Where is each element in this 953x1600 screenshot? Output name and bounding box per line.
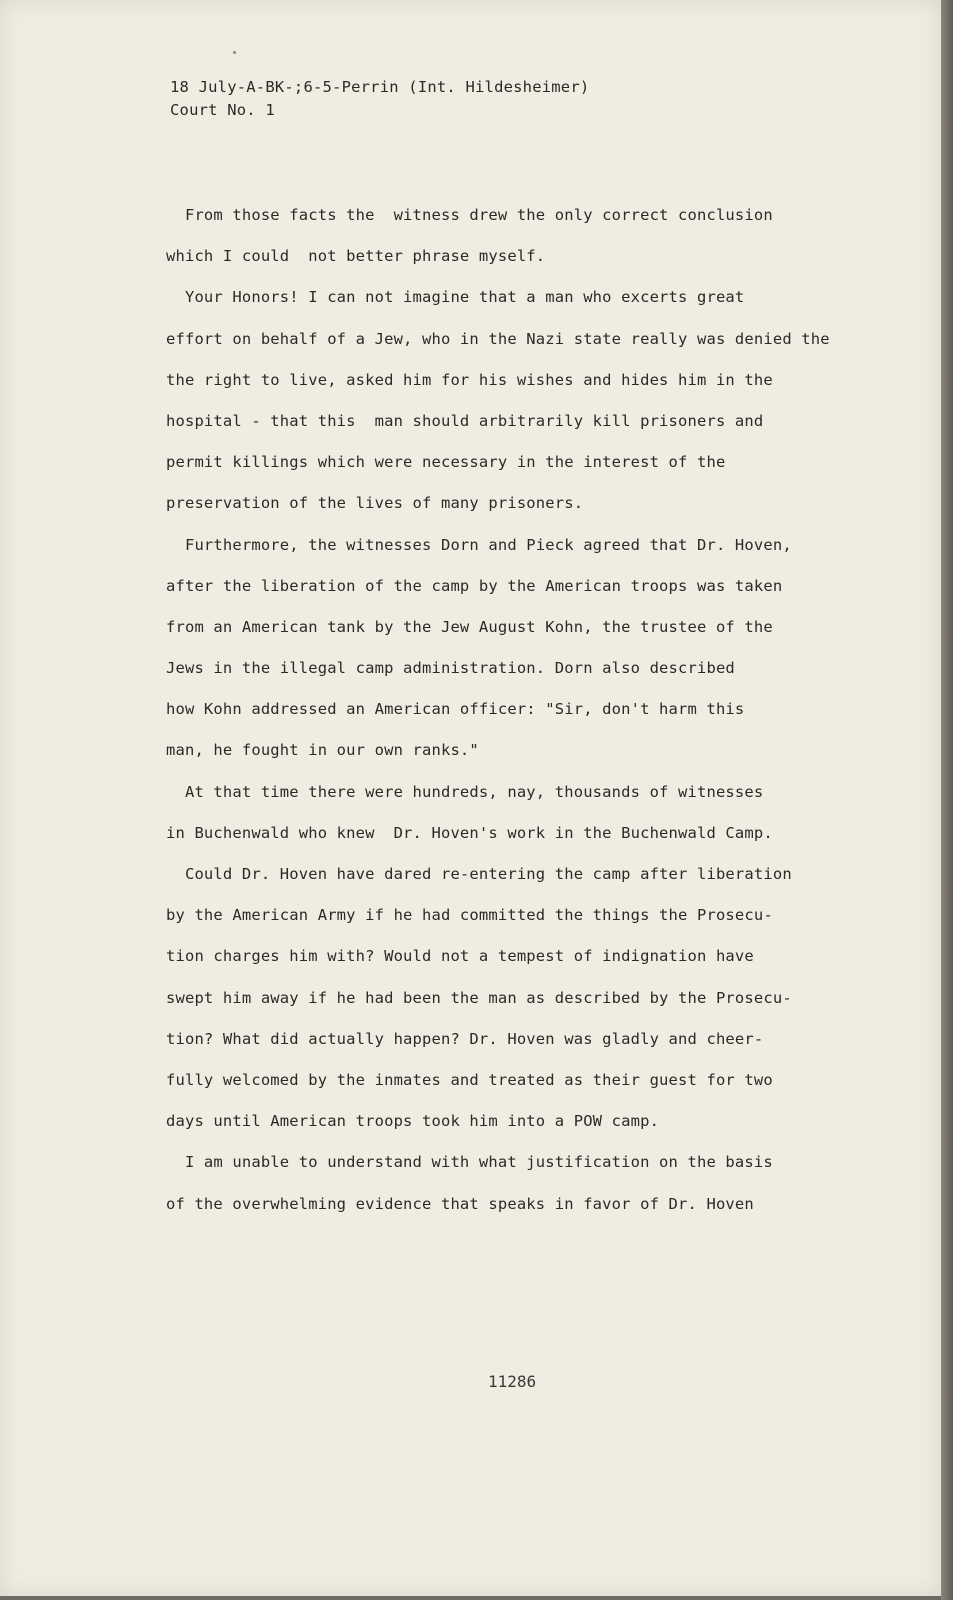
text-line: I am unable to understand with what justification on the basis [166, 1153, 773, 1172]
text-line: Jews in the illegal camp administration. Dorn also described [166, 659, 735, 678]
text-line: effort on behalf of a Jew, who in the Nazi state really was denied the [166, 329, 830, 348]
text-line: of the overwhelming evidence that speaks in favor of Dr. Hoven [166, 1194, 754, 1213]
text-line: tion? What did actually happen? Dr. Hoven was gladly and cheer- [166, 1029, 764, 1048]
page-number: 11286 [488, 1372, 537, 1391]
text-line: tion charges him with? Would not a tempest of indignation have [166, 947, 754, 966]
text-line: Furthermore, the witnesses Dorn and Pieck agreed that Dr. Hoven, [166, 535, 792, 554]
text-line: swept him away if he had been the man as described by the Prosecu- [166, 988, 792, 1007]
body-text [166, 195, 886, 1225]
text-line: preservation of the lives of many prisoners. [166, 494, 584, 513]
text-line: fully welcomed by the inmates and treated as their guest for two [166, 1070, 773, 1089]
text-line: how Kohn addressed an American officer: "Sir, don't harm this [166, 700, 745, 719]
text-line: in Buchenwald who knew Dr. Hoven's work in the Buchenwald Camp. [166, 823, 773, 842]
text-line: by the American Army if he had committed the things the Prosecu- [166, 906, 773, 925]
text-line: Your Honors! I can not imagine that a man who excerts great [166, 288, 745, 307]
text-line: which I could not better phrase myself. [166, 247, 546, 266]
text-line: after the liberation of the camp by the American troops was taken [166, 576, 783, 595]
header-line-2: Court No. 1 [170, 101, 275, 119]
text-line: the right to live, asked him for his wishes and hides him in the [166, 370, 773, 389]
text-line: permit killings which were necessary in the interest of the [166, 453, 726, 472]
header-line-1: 18 July-A-BK-;6-5-Perrin (Int. Hildesheimer) [170, 78, 590, 96]
text-line: Could Dr. Hoven have dared re-entering the camp after liberation [166, 865, 792, 883]
text-line: From those facts the witness drew the only correct conclusion [166, 206, 773, 224]
page-edge-shadow [941, 0, 953, 1600]
text-line: At that time there were hundreds, nay, thousands of witnesses [166, 782, 764, 801]
document-header [170, 76, 589, 122]
text-line: from an American tank by the Jew August Kohn, the trustee of the [166, 617, 773, 636]
paper-speck [233, 51, 236, 54]
text-line: hospital - that this man should arbitrarily kill prisoners and [166, 411, 764, 430]
text-line: man, he fought in our own ranks." [166, 741, 479, 760]
text-line: days until American troops took him into a POW camp. [166, 1112, 660, 1131]
